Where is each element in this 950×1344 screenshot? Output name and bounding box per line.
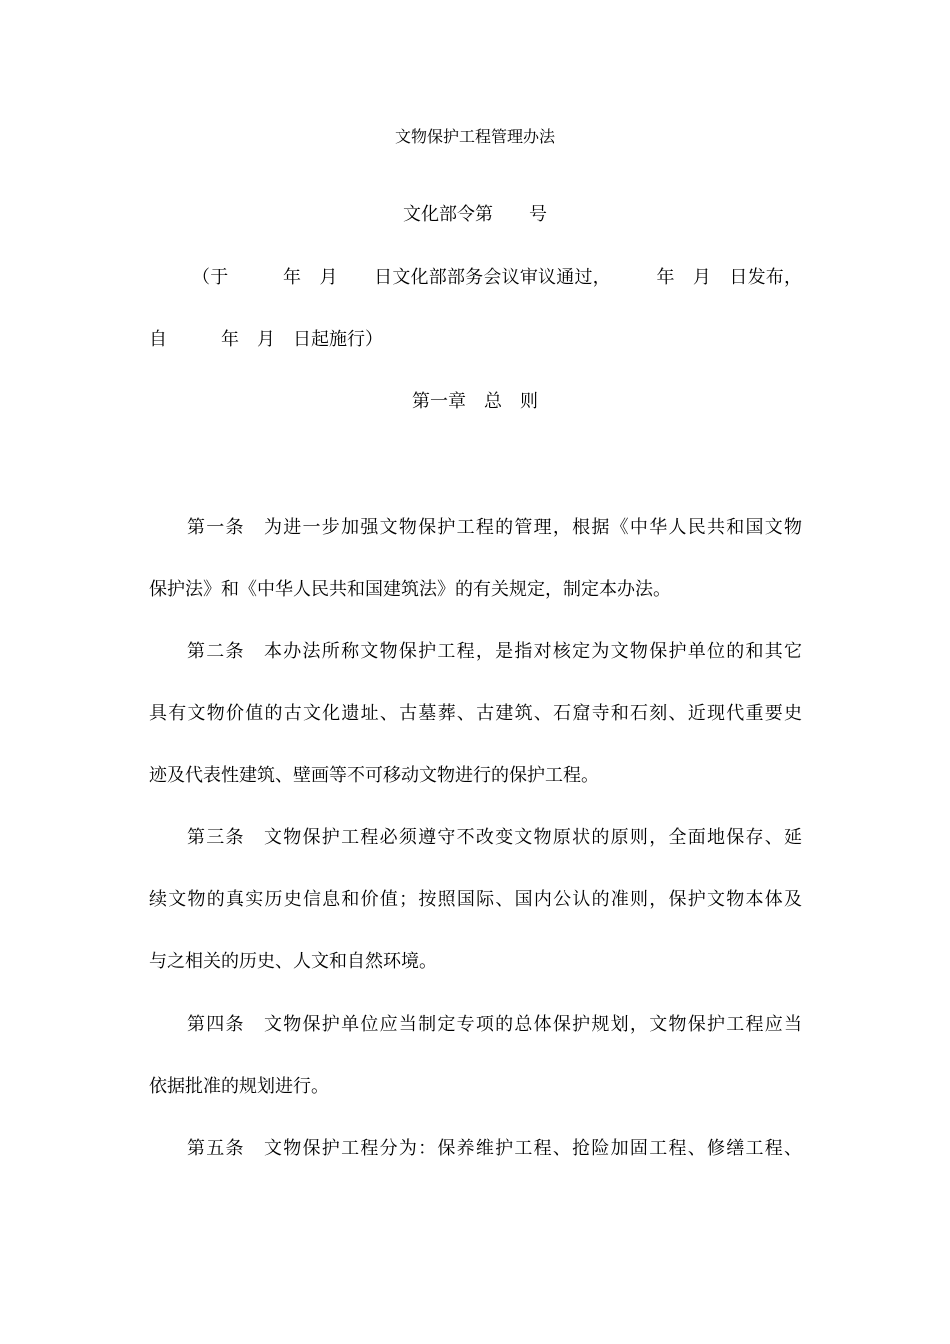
decree-number: 文化部令第 号	[403, 204, 547, 225]
article-1-line-2: 保护法》和《中华人民共和国建筑法》的有关规定，制定本办法。	[149, 579, 671, 600]
document-title: 文物保护工程管理办法	[394, 127, 555, 146]
article-2-line-2: 具有文物价值的古文化遗址、古墓葬、古建筑、石窟寺和石刻、近现代重要史	[149, 703, 802, 724]
article-1-line-1: 第一条 为进一步加强文物保护工程的管理，根据《中华人民共和国文物	[187, 517, 802, 538]
adoption-note-line-1: （于 年 月 日文化部部务会议审议通过， 年 月 日发布，	[192, 267, 802, 288]
article-4-line-2: 依据批准的规划进行。	[149, 1076, 329, 1097]
chapter-heading: 第一章 总 则	[412, 391, 538, 412]
adoption-note-line-2: 自 年 月 日起施行）	[149, 329, 383, 350]
article-3-line-2: 续文物的真实历史信息和价值；按照国际、国内公认的准则，保护文物本体及	[149, 889, 802, 910]
article-3-line-3: 与之相关的历史、人文和自然环境。	[149, 951, 437, 972]
article-2-line-1: 第二条 本办法所称文物保护工程，是指对核定为文物保护单位的和其它	[187, 641, 802, 662]
article-3-line-1: 第三条 文物保护工程必须遵守不改变文物原状的原则，全面地保存、延	[187, 827, 802, 848]
article-5-line-1: 第五条 文物保护工程分为：保养维护工程、抢险加固工程、修缮工程、	[187, 1138, 802, 1159]
article-4-line-1: 第四条 文物保护单位应当制定专项的总体保护规划，文物保护工程应当	[187, 1014, 802, 1035]
article-2-line-3: 迹及代表性建筑、壁画等不可移动文物进行的保护工程。	[149, 765, 599, 786]
